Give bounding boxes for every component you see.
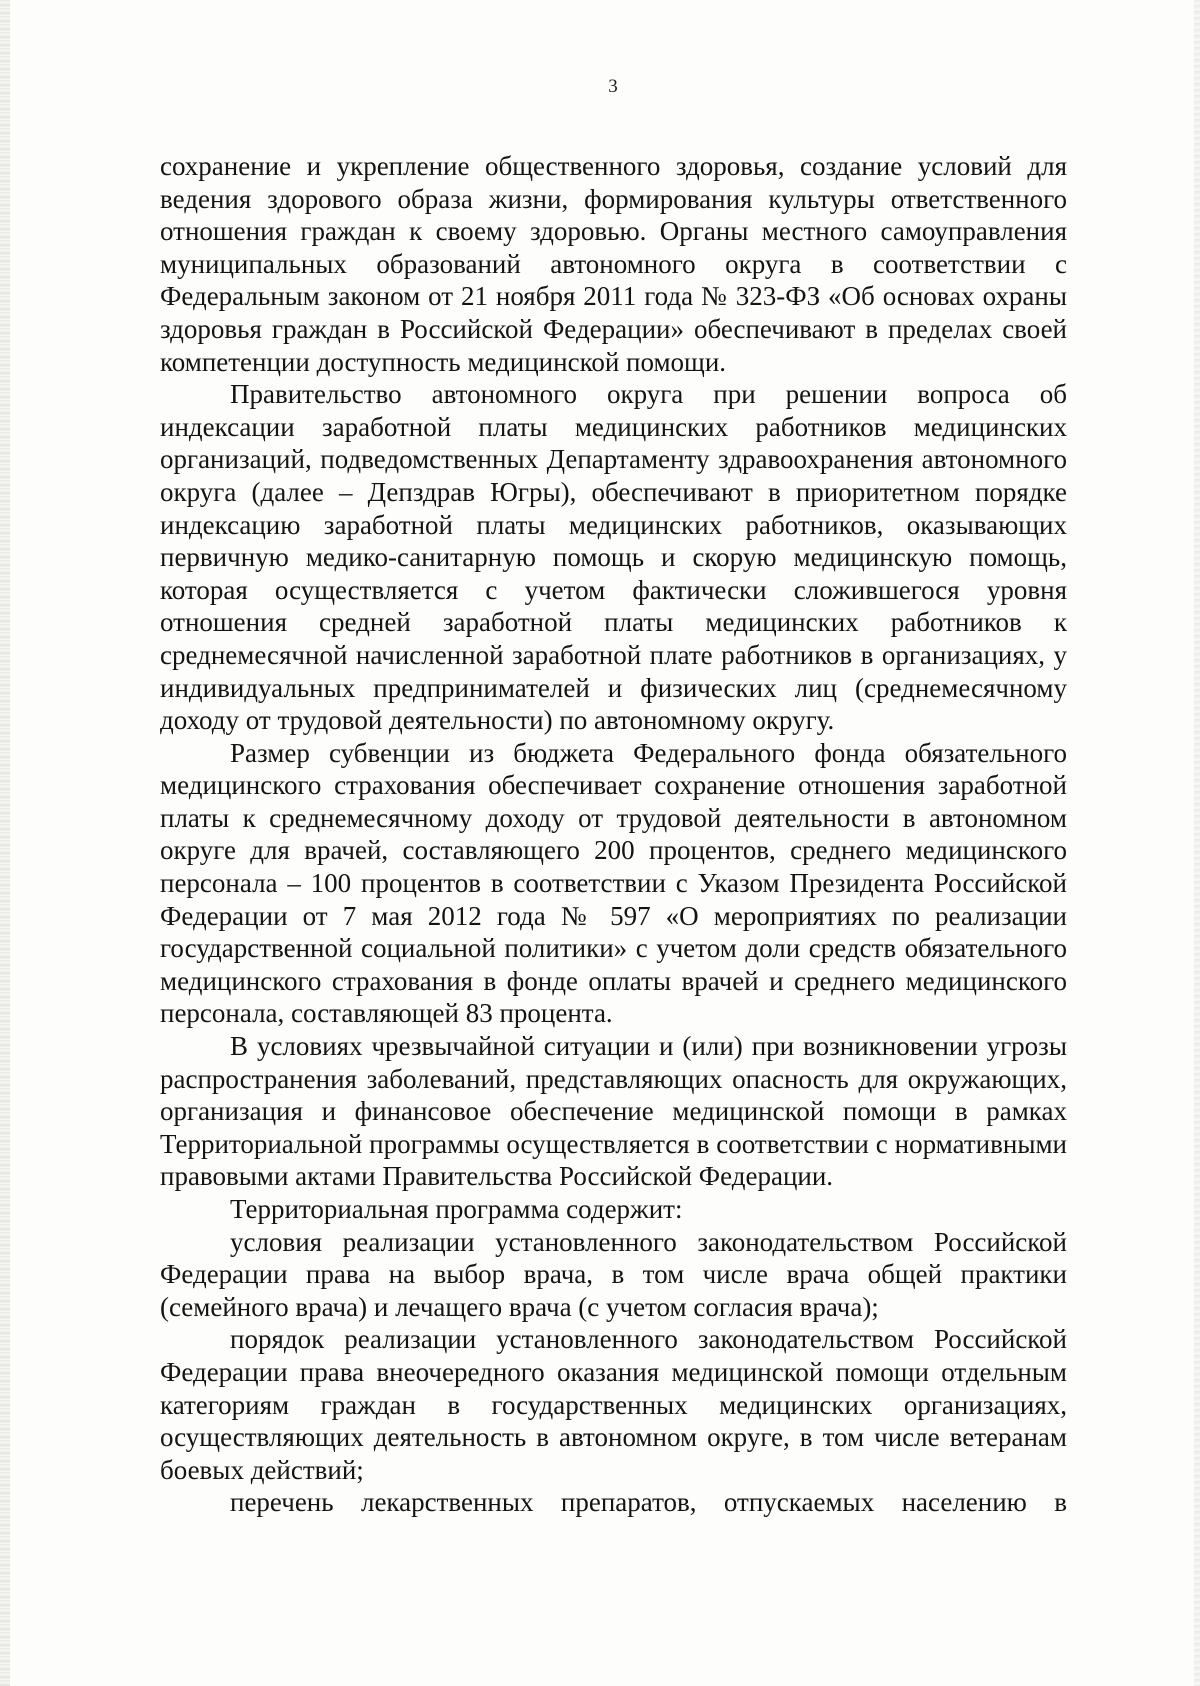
paragraph-program-contents: Территориальная программа содержит:	[230, 1194, 683, 1224]
paragraph-emergency: В условиях чрезвычайной ситуации и (или) при возникновении угрозы распространения заболеваний, представляющих опасность для окружающих, организация и финансовое обеспечение медицинской помощи в рамках Территориальной программы осуществляется в соответствии с нормативными правовыми актами Правительства Российской Федерации.	[160, 1031, 1067, 1192]
scan-edge-right	[1194, 0, 1200, 1686]
paragraph-salary-indexation: Правительство автономного округа при решении вопроса об индексации заработной платы медицинских работников медицинских организаций, подведомственных Департаменту здравоохранения автономного округа (далее – Депздрав Югры), обеспечивают в приоритетном порядке индексацию заработной платы медицинских работников, оказывающих первичную медико-санитарную помощь и скорую медицинскую помощь, которая осуществляется с учетом фактически сложившегося уровня отношения средней заработной платы медицинских работников к среднемесячной начисленной заработной плате работников в организациях, у индивидуальных предпринимателей и физических лиц (среднемесячному доходу от трудовой деятельности) по автономному округу.	[160, 379, 1067, 736]
page-number: 3	[608, 76, 618, 97]
scan-edge-left	[0, 0, 10, 1686]
paragraph-drug-list: перечень лекарственных препаратов, отпускаемых населению в	[230, 1487, 1067, 1518]
paragraph-priority-care: порядок реализации установленного законодательством Российской Федерации права внеочередного оказания медицинской помощи отдельным категориям граждан в государственных медицинских организациях, осуществляющих деятельность в автономном округе, в том числе ветеранам боевых действий;	[160, 1324, 1067, 1485]
paragraph-doctor-choice: условия реализации установленного законодательством Российской Федерации права на выбор врача, в том числе врача общей практики (семейного врача) и лечащего врача (с учетом согласия врача);	[160, 1226, 1067, 1322]
paragraph-continuation: сохранение и укрепление общественного здоровья, создание условий для ведения здорового образа жизни, формирования культуры ответственного отношения граждан к своему здоровью. Органы местного самоуправления муниципальных образований автономного округа в соответствии с Федеральным законом от 21 ноября 2011 года № 323-ФЗ «Об основах охраны здоровья граждан в Российской Федерации» обеспечивают в пределах своей компетенции доступность медицинской помощи.	[160, 151, 1067, 377]
paragraph-subvention: Размер субвенции из бюджета Федерального фонда обязательного медицинского страхования обеспечивает сохранение отношения заработной платы к среднемесячному доходу от трудовой деятельности в автономном округе для врачей, составляющего 200 процентов, среднего медицинского персонала – 100 процентов в соответствии с Указом Президента Российской Федерации от 7 мая 2012 года № 597 «О мероприятиях по реализации государственной социальной политики» с учетом доли средств обязательного медицинского страхования в фонде оплаты врачей и среднего медицинского персонала, составляющей 83 процента.	[160, 737, 1067, 1029]
document-body	[160, 150, 1067, 1519]
